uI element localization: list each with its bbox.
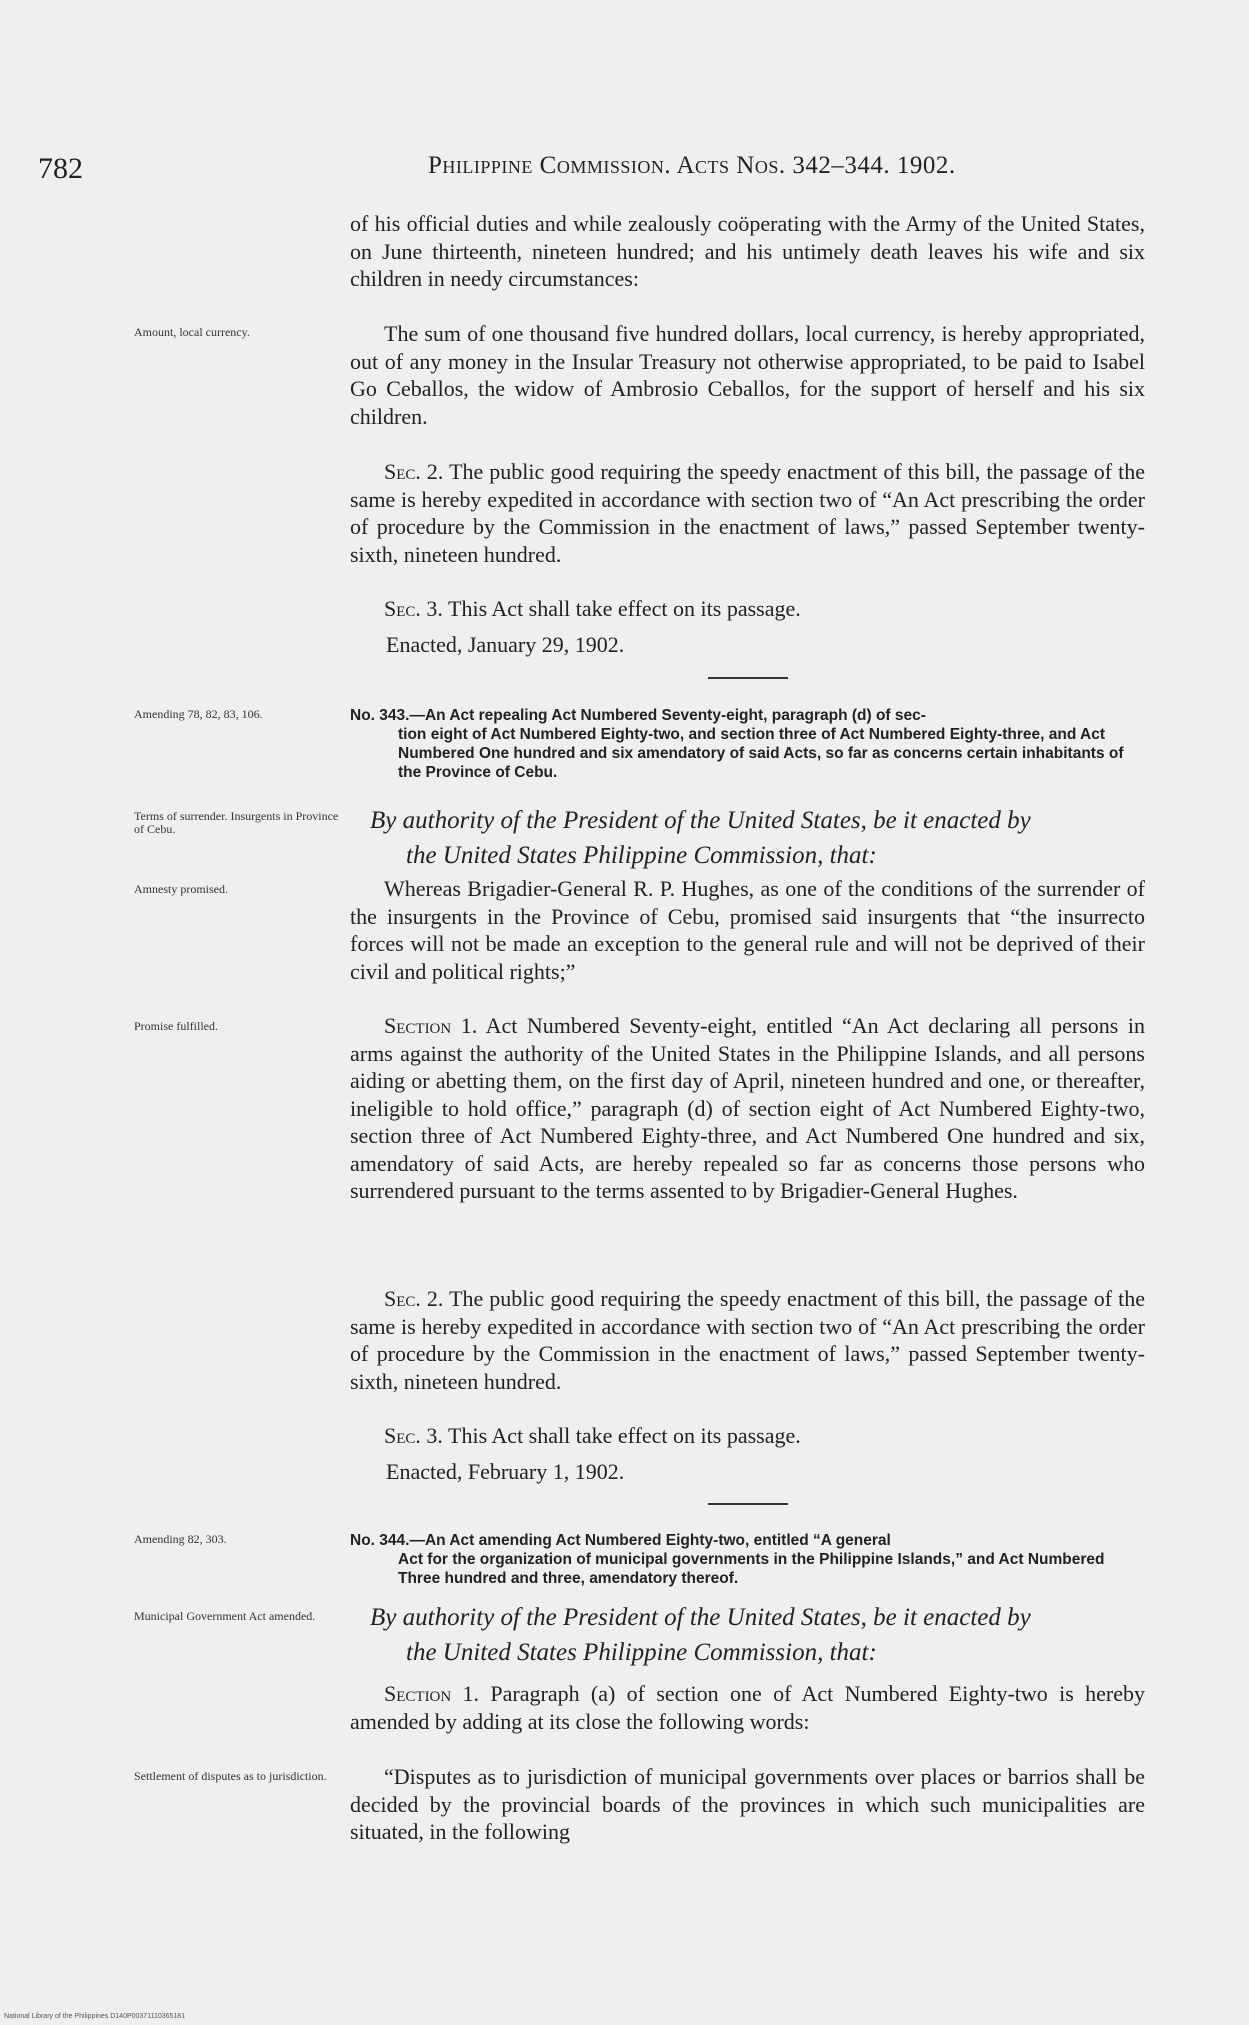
margin-note-amending-343: Amending 78, 82, 83, 106. (134, 707, 263, 721)
margin-note-municipal: Municipal Government Act amended. (134, 1609, 316, 1623)
running-head: Philippine Commission. Acts Nos. 342–344. 1902. (428, 152, 956, 179)
page-number: 782 (38, 152, 83, 185)
margin-note-amending-344: Amending 82, 303. (134, 1532, 227, 1546)
margin-note-amount: Amount, local currency. (134, 325, 250, 339)
act344-enact-line1: By authority of the President of the United States, be it enacted by (370, 1604, 1031, 1631)
act343-sec1-text: Act Numbered Seventy-eight, entitled “An Act declaring all persons in arms against the authority of the United States in the Philippine Islands, and all persons aiding or abetting them, on the first day of April, nineteen hundred and one, or thereafter, ineligible to hold office,” paragraph (d) of section eight of Act Numbered Eighty-two, section three of Act Numbered Eighty-three, and Act Numbered One hundred and six, amendatory of said Acts, are hereby repealed so far as concerns those persons who surrendered pursuant to the terms assented to by Brigadier-General Hughes. (350, 1013, 1146, 1203)
act342-amount-paragraph: The sum of one thousand five hundred dollars, local currency, is hereby appropriated, out of any money in the Insular Treasury not otherwise appropriated, to be paid to Isabel Go Ceballos, the widow of Ambrosio Ceballos, for the support of herself and his six children. (350, 321, 1145, 429)
act343-section-3 (350, 1422, 1145, 1450)
act343-sec3-label: Sec. 3. (384, 1423, 443, 1448)
margin-note-amnesty: Amnesty promised. (134, 882, 228, 896)
act342-enacted-date: Enacted, January 29, 1902. (386, 632, 625, 657)
act342-sec2-label: Sec. 2. (384, 459, 444, 484)
act344-heading-first: No. 344.—An Act amending Act Numbered Eighty-two, entitled “A general (350, 1532, 891, 1549)
act344-heading-rest: Act for the organization of municipal governments in the Philippine Islands,” and Act Numbered Three hundred and three, amendatory thereof. (398, 1551, 1105, 1587)
act343-enacted-date: Enacted, February 1, 1902. (386, 1459, 625, 1484)
act342-sec3-label: Sec. 3. (384, 596, 443, 621)
act343-sec2-text: The public good requiring the speedy enactment of this bill, the passage of the same is hereby expedited in accordance with section two of “An Act prescribing the order of procedure by the Commission in the enactment of laws,” passed September twenty-sixth, nineteen hundred. (350, 1286, 1145, 1394)
act342-sec3-text: This Act shall take effect on its passage. (448, 596, 801, 621)
act343-enact-line1: By authority of the President of the United States, be it enacted by (370, 807, 1031, 834)
act342-section-3 (350, 595, 1145, 623)
section-divider (708, 677, 788, 679)
act344-quoted-amendment: “Disputes as to jurisdiction of municipal governments over places or barrios shall be decided by the provincial boards of the provinces in which such municipalities are situated, in the following (350, 1764, 1145, 1844)
act343-enacting-clause (370, 803, 1145, 873)
act343-sec3-text: This Act shall take effect on its passage. (448, 1423, 801, 1448)
act343-sec2-label: Sec. 2. (384, 1286, 444, 1311)
act343-sec1-label: Section 1. (384, 1013, 478, 1038)
act343-section-1 (350, 1012, 1145, 1205)
act344-sec1-label: Section 1. (384, 1681, 480, 1706)
margin-note-settlement: Settlement of disputes as to jurisdiction. (134, 1769, 327, 1783)
act343-heading-rest: tion eight of Act Numbered Eighty-two, and section three of Act Numbered Eighty-three, and Act Numbered One hundred and six amendatory of said Acts, so far as concerns certain inhabitants of the Province of Cebu. (398, 726, 1124, 781)
act343-enact-line2: the United States Philippine Commission, that: (406, 842, 877, 869)
section-divider (708, 1503, 788, 1505)
act343-whereas: Whereas Brigadier-General R. P. Hughes, as one of the conditions of the surrender of the insurgents in the Province of Cebu, promised said insurgents that “the insurrecto forces will not be made an exception to the general rule and will not be deprived of their civil and political rights;” (350, 876, 1145, 984)
act342-continued-paragraph: of his official duties and while zealously coöperating with the Army of the United States, on June thirteenth, nineteen hundred; and his untimely death leaves his wife and six children in needy circumstances: (350, 211, 1145, 291)
act344-heading (350, 1531, 1145, 1588)
act343-heading-first: No. 343.—An Act repealing Act Numbered Seventy-eight, paragraph (d) of sec- (350, 707, 926, 724)
act343-section-2 (350, 1285, 1145, 1395)
act342-section-2 (350, 458, 1145, 568)
scan-footer: National Library of the Philippines D140P00371110365181 (4, 2013, 186, 2020)
act344-enact-line2: the United States Philippine Commission, that: (406, 1639, 877, 1666)
act344-sec1-text: Paragraph (a) of section one of Act Numbered Eighty-two is hereby amended by adding at its close the following words: (350, 1681, 1145, 1734)
act344-section-1 (350, 1680, 1145, 1735)
act342-sec2-text: The public good requiring the speedy enactment of this bill, the passage of the same is hereby expedited in accordance with section two of “An Act prescribing the order of procedure by the Commission in the enactment of laws,” passed September twenty-sixth, nineteen hundred. (350, 459, 1145, 567)
margin-note-terms: Terms of surrender. Insurgents in Province of Cebu. (134, 809, 339, 836)
act344-enacting-clause (370, 1600, 1145, 1670)
margin-note-promise: Promise fulfilled. (134, 1019, 218, 1033)
act343-heading (350, 706, 1145, 782)
